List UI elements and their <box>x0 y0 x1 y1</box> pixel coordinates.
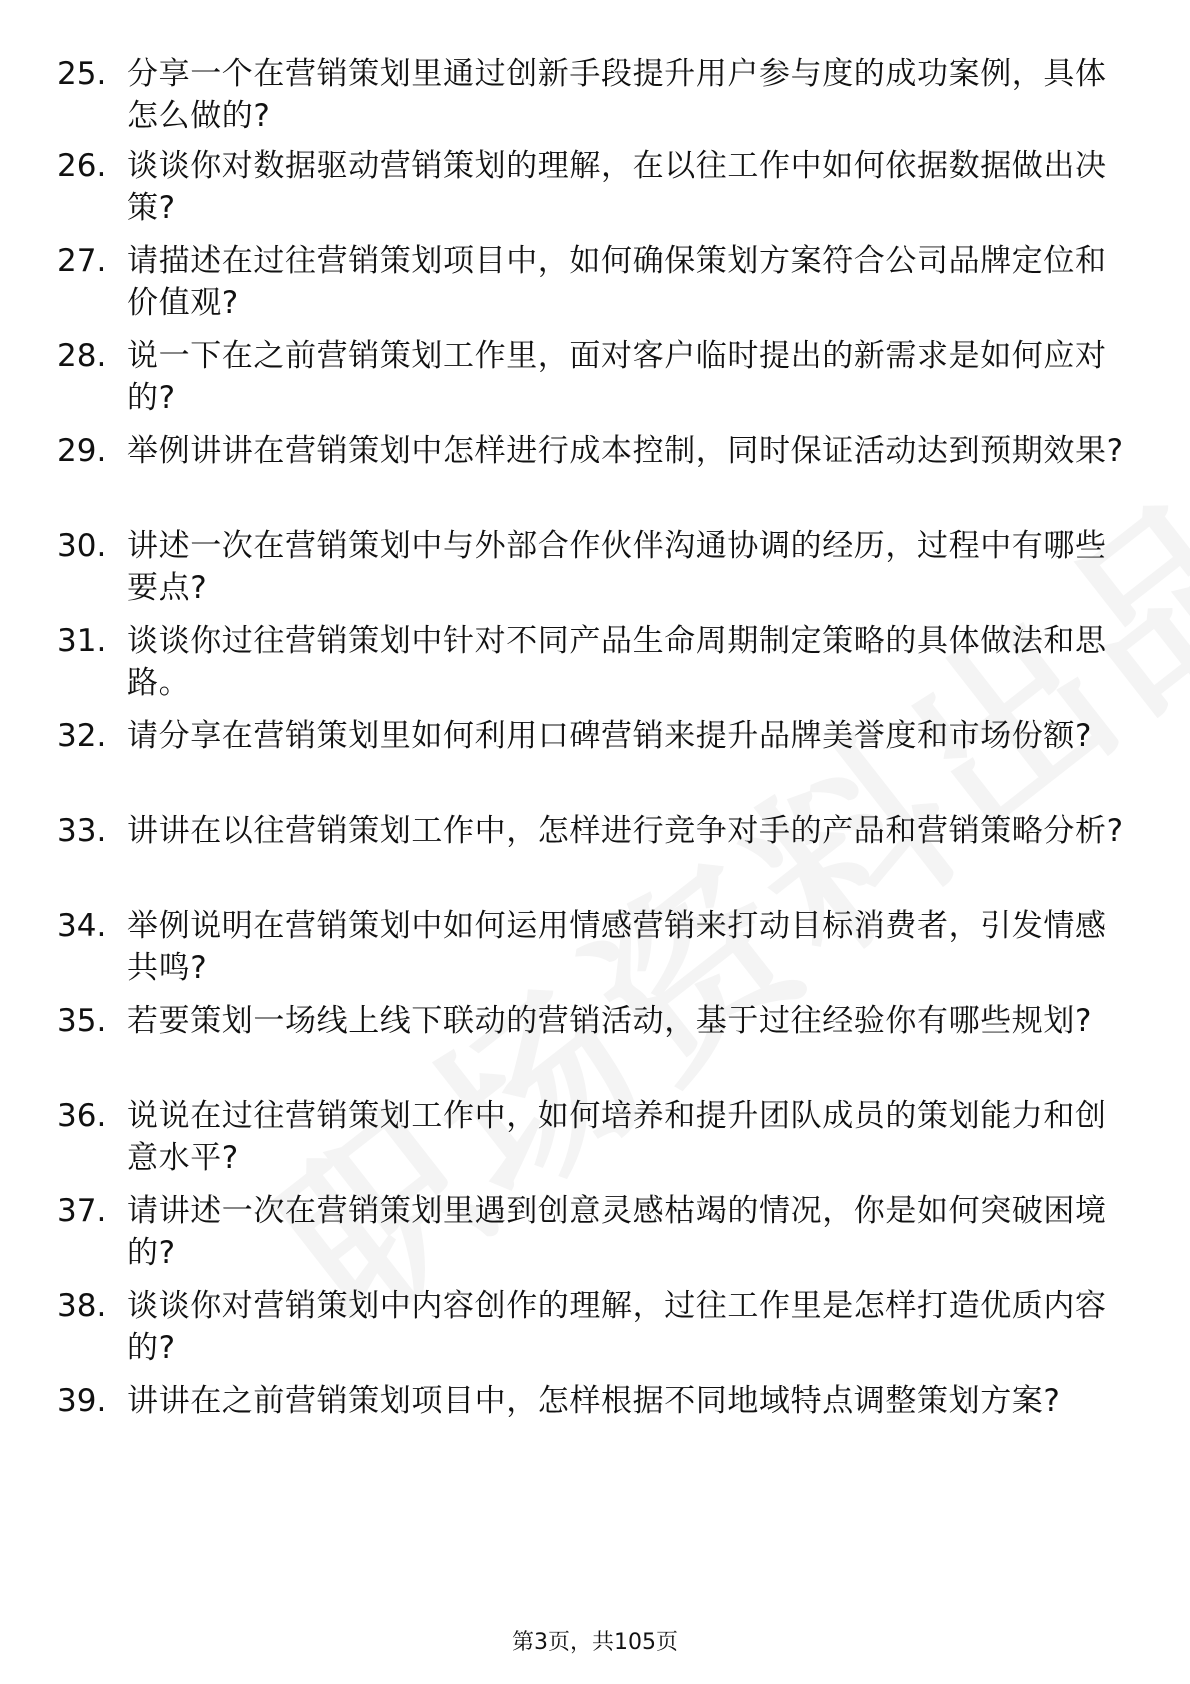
question-text: 讲讲在之前营销策划项目中，怎样根据不同地域特点调整策划方案? <box>127 1383 1061 1419</box>
question-number: 33. <box>57 813 107 849</box>
question-text: 讲讲在以往营销策划工作中，怎样进行竞争对手的产品和营销策略分析? <box>127 813 1124 849</box>
question-text: 举例说明在营销策划中如何运用情感营销来打动目标消费者，引发情感共鸣? <box>127 908 1107 986</box>
question-number: 29. <box>57 433 107 469</box>
question-number: 32. <box>57 718 107 754</box>
question-text: 请讲述一次在营销策划里遇到创意灵感枯竭的情况，你是如何突破困境的? <box>127 1193 1107 1271</box>
question-text: 若要策划一场线上线下联动的营销活动，基于过往经验你有哪些规划? <box>127 1003 1093 1039</box>
question-text: 谈谈你过往营销策划中针对不同产品生命周期制定策略的具体做法和思路。 <box>127 623 1107 701</box>
question-text: 请分享在营销策划里如何利用口碑营销来提升品牌美誉度和市场份额? <box>127 718 1093 754</box>
question-text: 谈谈你对营销策划中内容创作的理解，过往工作里是怎样打造优质内容的? <box>127 1288 1107 1366</box>
question-text: 举例讲讲在营销策划中怎样进行成本控制，同时保证活动达到预期效果? <box>127 433 1124 469</box>
question-text: 讲述一次在营销策划中与外部合作伙伴沟通协调的经历，过程中有哪些要点? <box>127 528 1107 606</box>
question-number: 34. <box>57 908 107 944</box>
page-footer <box>0 1628 1190 1658</box>
question-number: 36. <box>57 1098 107 1134</box>
question-text: 请描述在过往营销策划项目中，如何确保策划方案符合公司品牌定位和价值观? <box>127 243 1107 321</box>
question-number: 35. <box>57 1003 107 1039</box>
question-number: 31. <box>57 623 107 659</box>
question-number: 28. <box>57 338 107 374</box>
question-number: 37. <box>57 1193 107 1229</box>
question-text: 说说在过往营销策划工作中，如何培养和提升团队成员的策划能力和创意水平? <box>127 1098 1107 1176</box>
page-number-label: 第3页，共105页 <box>512 1630 678 1655</box>
question-text: 说一下在之前营销策划工作里，面对客户临时提出的新需求是如何应对的? <box>127 338 1107 416</box>
question-number: 25. <box>57 56 107 92</box>
question-number: 39. <box>57 1383 107 1419</box>
question-number: 38. <box>57 1288 107 1324</box>
question-number: 30. <box>57 528 107 564</box>
question-text: 分享一个在营销策划里通过创新手段提升用户参与度的成功案例，具体怎么做的? <box>127 56 1107 134</box>
question-number: 26. <box>57 148 107 184</box>
question-text: 谈谈你对数据驱动营销策划的理解，在以往工作中如何依据数据做出决策? <box>127 148 1107 226</box>
question-number: 27. <box>57 243 107 279</box>
